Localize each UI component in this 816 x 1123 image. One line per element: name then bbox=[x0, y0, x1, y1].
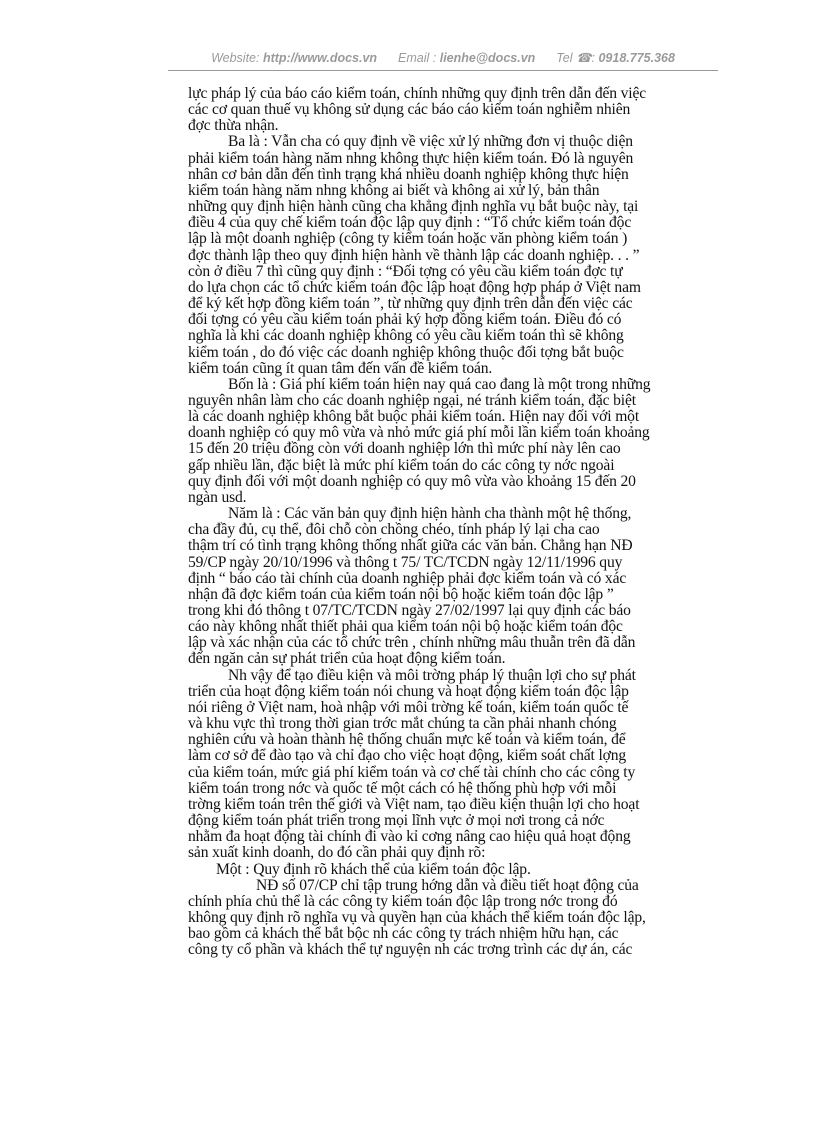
text-line: của kiểm toán, mức giá phí kiểm toán và cơ chế tài chính cho các công ty bbox=[188, 763, 636, 781]
text-line: Năm là : Các văn bản quy định hiện hành cha thành một hệ thống, bbox=[228, 505, 632, 523]
text-line: triển của hoạt động kiểm toán nói chung và hoạt động kiểm toán độc lập bbox=[188, 682, 629, 700]
text-line: doanh nghiệp có quy mô vừa và nhỏ mức giá phí mỗi lần kiểm toán khoảng bbox=[188, 424, 650, 442]
header-divider bbox=[168, 70, 718, 71]
text-line: phải kiểm toán hàng năm nhng không thực hiện kiểm toán. Đó là nguyên bbox=[188, 149, 634, 167]
text-line: và khu vực thì trong thời gian trớc mắt chúng ta cần phải nhanh chóng bbox=[188, 715, 617, 733]
text-line: chính phía chủ thể là các công ty kiểm toán độc lập trong nớc trong đó bbox=[188, 892, 618, 910]
text-line: sản xuất kinh doanh, do đó cần phải quy định rõ: bbox=[188, 844, 486, 862]
email-link[interactable]: lienhe@docs.vn bbox=[439, 51, 536, 65]
text-line: những quy định hiện hành cũng cha khẳng định nghĩa vụ bắt buộc này, tại bbox=[188, 198, 639, 216]
text-line: gấp nhiều lần, đặc biệt là mức phí kiểm toán do các công ty nớc ngoài bbox=[188, 456, 615, 474]
text-line: đối tợng có yêu cầu kiểm toán phải ký hợp đồng kiểm toán. Điều đó có bbox=[188, 311, 622, 329]
text-line: lập và xác nhận của các tổ chức trên , chính những mâu thuẫn trên đã dẫn bbox=[188, 634, 636, 652]
text-line: Bốn là : Giá phí kiểm toán hiện nay quá cao đang là một trong những bbox=[228, 375, 651, 393]
text-line: để ký kết hợp đồng kiểm toán ”, từ những quy định trên dẫn đến việc các bbox=[188, 295, 633, 313]
text-line: công ty cổ phần và khách thể tự nguyện nh các trơng trình các dự án, các bbox=[188, 941, 633, 959]
text-line: nhận đã đợc kiểm toán của kiểm toán nội bộ hoặc kiểm toán độc lập ” bbox=[188, 585, 614, 603]
text-line: còn ở điều 7 thì cũng quy định : “Đối tợng có yêu cầu kiểm toán đợc tự bbox=[188, 262, 623, 280]
text-line: đến ngăn cản sự phát triển của hoạt động kiểm toán. bbox=[188, 650, 506, 668]
text-line: kiểm toán , do đó việc các doanh nghiệp không thuộc đối tợng bắt buộc bbox=[188, 343, 624, 361]
text-line: nhân cơ bản dẫn đến tình trạng khá nhiều doanh nghiệp không thực hiện bbox=[188, 165, 629, 183]
page-header bbox=[168, 50, 718, 65]
text-line: trờng kiểm toán trên thế giới và Việt nam, tạo điều kiện thuận lợi cho hoạt bbox=[188, 795, 640, 813]
text-line: là các doanh nghiệp không bắt buộc phải kiểm toán. Hiện nay đối với một bbox=[188, 408, 640, 426]
text-line: 59/CP ngày 20/10/1996 và thông t 75/ TC/TCDN ngày 12/11/1996 quy bbox=[188, 553, 623, 571]
tel-label: Tel ☎: bbox=[556, 51, 595, 65]
text-line: quy định đối với một doanh nghiệp có quy mô vừa vào khoảng 15 đến 20 bbox=[188, 472, 636, 490]
text-line: kiểm toán cũng ít quan tâm đến vấn đề kiểm toán. bbox=[188, 359, 493, 377]
section-heading: Một : Quy định rõ khách thể của kiểm toán độc lập. bbox=[216, 860, 531, 878]
text-line: nguyên nhân làm cho các doanh nghiệp ngại, né tránh kiểm toán, đặc biệt bbox=[188, 391, 636, 409]
document-body bbox=[188, 86, 718, 958]
text-line: điều 4 của quy chế kiểm toán độc lập quy định : “Tổ chức kiểm toán độc bbox=[188, 214, 632, 232]
text-line: không quy định rõ nghĩa vụ và quyền hạn của khách thể kiểm toán độc lập, bbox=[188, 908, 646, 926]
text-line: làm cơ sở để đào tạo và chỉ đạo cho việc hoạt động, kiểm soát chất lợng bbox=[188, 747, 627, 765]
text-line: lập là một doanh nghiệp (công ty kiểm toán hoặc văn phòng kiểm toán ) bbox=[188, 230, 628, 248]
text-line: NĐ số 07/CP chỉ tập trung hớng dẫn và điều tiết hoạt động của bbox=[256, 876, 639, 894]
text-line: các cơ quan thuế vụ không sử dụng các báo cáo kiểm toán nghiễm nhiên bbox=[188, 101, 631, 119]
website-label: Website: bbox=[211, 51, 260, 65]
text-line: kiểm toán trong nớc và quốc tế một cách có hệ thống phù hợp với mỗi bbox=[188, 779, 617, 797]
email-label: Email : bbox=[398, 51, 437, 65]
text-line: trong khi đó thông t 07/TC/TCDN ngày 27/02/1997 lại quy định các báo bbox=[188, 602, 631, 619]
text-line: kiểm toán hàng năm nhng không ai biết và không ai xử lý, bản thân bbox=[188, 181, 600, 199]
text-line: lực pháp lý của báo cáo kiểm toán, chính những quy định trên dẫn đến việc bbox=[188, 85, 647, 102]
text-line: nghĩa là khi các doanh nghiệp không có yêu cầu kiểm toán thì sẽ không bbox=[188, 327, 624, 345]
text-line: nói riêng ở Việt nam, hoà nhập với môi trờng kế toán, kiểm toán quốc tế bbox=[188, 698, 629, 716]
text-line: do lựa chọn các tổ chức kiểm toán độc lập hoạt động hợp pháp ở Việt nam bbox=[188, 278, 641, 296]
text-line: định “ báo cáo tài chính của doanh nghiệp phải đợc kiểm toán và có xác bbox=[188, 569, 627, 587]
text-line: ngàn usd. bbox=[188, 488, 247, 506]
tel-number: 0918.775.368 bbox=[598, 51, 675, 65]
text-line: 15 đến 20 triệu đồng còn với doanh nghiệp lớn thì mức phí này lên cao bbox=[188, 440, 621, 458]
text-line: bao gồm cả khách thể bắt bộc nh các công ty trách nhiệm hữu hạn, các bbox=[188, 925, 619, 943]
text-line: cáo này không nhất thiết phải qua kiểm toán nội bộ hoặc kiểm toán độc bbox=[188, 618, 623, 636]
text-line: Ba là : Vẫn cha có quy định về việc xử lý những đơn vị thuộc diện bbox=[228, 133, 633, 151]
text-line: cha đầy đủ, cụ thể, đôi chỗ còn chồng chéo, tính pháp lý lại cha cao bbox=[188, 521, 600, 539]
text-line: thậm trí có tình trạng không thống nhất giữa các văn bản. Chẳng hạn NĐ bbox=[188, 537, 633, 555]
website-link[interactable]: http://www.docs.vn bbox=[262, 51, 378, 65]
text-line: nhằm đa hoạt động tài chính đi vào kỉ cơng nâng cao hiệu quả hoạt động bbox=[188, 828, 631, 846]
text-line: Nh vậy để tạo điều kiện và môi trờng pháp lý thuận lợi cho sự phát bbox=[228, 666, 636, 684]
text-line: đợc thành lập theo quy định hiện hành về thành lập các doanh nghiệp. . . ” bbox=[188, 246, 640, 264]
text-line: động kiểm toán phát triển trong mọi lĩnh vực ở mọi nơi trong cả nớc bbox=[188, 812, 605, 830]
text-line: nghiên cứu và hoàn thành hệ thống chuẩn mực kế toán và kiểm toán, để bbox=[188, 731, 626, 749]
text-line: đợc thừa nhận. bbox=[188, 117, 279, 135]
